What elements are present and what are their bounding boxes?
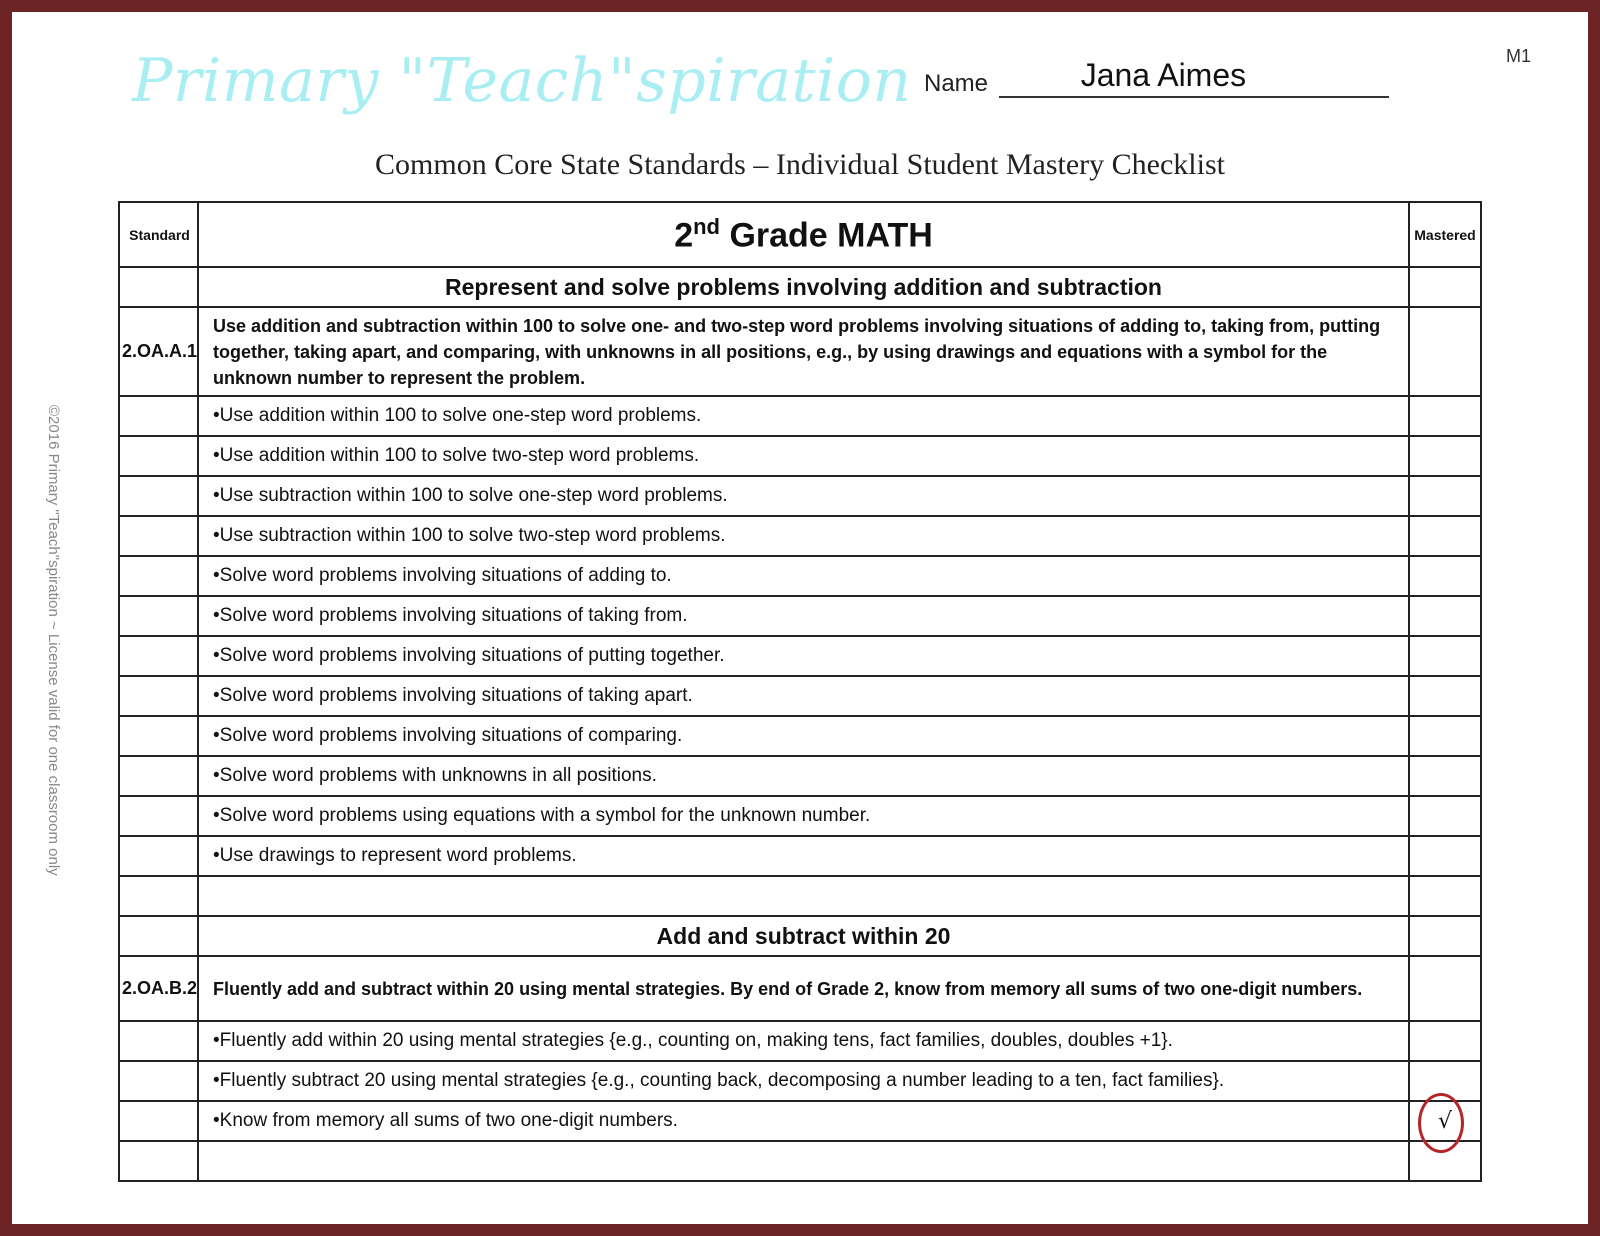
skill-item: •Solve word problems involving situations of putting together. <box>198 636 1409 676</box>
name-field <box>924 57 1389 98</box>
cluster-row <box>119 267 1481 307</box>
mastered-cell[interactable] <box>1409 796 1481 836</box>
mastered-cell[interactable] <box>1409 267 1481 307</box>
table-row <box>119 396 1481 436</box>
mastered-cell[interactable] <box>1409 596 1481 636</box>
checklist-page <box>12 12 1588 1224</box>
mastered-cell[interactable] <box>1409 1101 1481 1141</box>
cluster-title: Add and subtract within 20 <box>198 916 1409 956</box>
cluster-row <box>119 916 1481 956</box>
mastered-column-header: Mastered <box>1409 202 1481 267</box>
table-row <box>119 716 1481 756</box>
mastered-cell[interactable] <box>1409 476 1481 516</box>
table-row <box>119 796 1481 836</box>
skill-item: •Use subtraction within 100 to solve two-step word problems. <box>198 516 1409 556</box>
mastered-cell[interactable] <box>1409 876 1481 916</box>
mastery-table <box>118 201 1482 1182</box>
table-header-row <box>119 202 1481 267</box>
skill-item: •Solve word problems involving situations of adding to. <box>198 556 1409 596</box>
blank-row <box>119 1141 1481 1181</box>
standard-code: 2.OA.A.1 <box>119 307 198 396</box>
grade-subject: Grade MATH <box>720 216 933 255</box>
table-row <box>119 516 1481 556</box>
skill-item: •Solve word problems involving situations of comparing. <box>198 716 1409 756</box>
table-row <box>119 1061 1481 1101</box>
skill-item: •Fluently subtract 20 using mental strategies {e.g., counting back, decomposing a number leading to a ten, fact families}. <box>198 1061 1409 1101</box>
grade-title <box>198 202 1409 267</box>
table-row <box>119 476 1481 516</box>
name-label: Name <box>924 70 989 97</box>
table-row <box>119 556 1481 596</box>
table-row <box>119 836 1481 876</box>
skill-item: •Fluently add within 20 using mental strategies {e.g., counting on, making tens, fact families, doubles, doubles +1}. <box>198 1021 1409 1061</box>
mastered-cell[interactable] <box>1409 516 1481 556</box>
mastered-cell[interactable] <box>1409 1021 1481 1061</box>
copyright-notice: ©2016 Primary "Teach"spiration ~ License valid for one classroom only <box>45 405 62 876</box>
standard-description: Fluently add and subtract within 20 using mental strategies. By end of Grade 2, know from memory all sums of two one-digit numbers. <box>198 956 1409 1021</box>
standard-row <box>119 956 1481 1021</box>
grade-number: 2 <box>674 216 694 255</box>
skill-item: •Know from memory all sums of two one-digit numbers. <box>198 1101 1409 1141</box>
skill-item: •Solve word problems using equations with a symbol for the unknown number. <box>198 796 1409 836</box>
standard-column-header: Standard <box>119 202 198 267</box>
standard-code: 2.OA.B.2 <box>119 956 198 1021</box>
mastered-cell[interactable] <box>1409 307 1481 396</box>
mastered-cell[interactable] <box>1409 956 1481 1021</box>
mastered-cell[interactable] <box>1409 556 1481 596</box>
cluster-title: Represent and solve problems involving addition and subtraction <box>198 267 1409 307</box>
table-row <box>119 1021 1481 1061</box>
student-name: Jana Aimes <box>1080 57 1247 93</box>
name-line <box>999 57 1389 98</box>
skill-item: •Solve word problems with unknowns in all positions. <box>198 756 1409 796</box>
skill-item: •Use drawings to represent word problems. <box>198 836 1409 876</box>
grade-suffix: nd <box>693 213 720 239</box>
page-title: Common Core State Standards – Individual Student Mastery Checklist <box>375 148 1225 181</box>
mastered-cell[interactable] <box>1409 676 1481 716</box>
table-row <box>119 596 1481 636</box>
mastered-cell[interactable] <box>1409 836 1481 876</box>
table-row <box>119 636 1481 676</box>
skill-item: •Use addition within 100 to solve one-step word problems. <box>198 396 1409 436</box>
mastered-cell[interactable] <box>1409 636 1481 676</box>
skill-item: •Solve word problems involving situations of taking apart. <box>198 676 1409 716</box>
skill-item: •Use subtraction within 100 to solve one-step word problems. <box>198 476 1409 516</box>
standard-row <box>119 307 1481 396</box>
table-row <box>119 436 1481 476</box>
skill-item: •Solve word problems involving situations of taking from. <box>198 596 1409 636</box>
mastered-cell[interactable] <box>1409 396 1481 436</box>
page-id: M1 <box>1506 46 1532 66</box>
mastered-cell[interactable] <box>1409 716 1481 756</box>
skill-item: •Use addition within 100 to solve two-step word problems. <box>198 436 1409 476</box>
mastered-cell[interactable] <box>1409 916 1481 956</box>
checkmark-icon: √ <box>1437 1108 1453 1134</box>
blank-row <box>119 876 1481 916</box>
mastered-cell[interactable] <box>1409 436 1481 476</box>
mastered-cell[interactable] <box>1409 756 1481 796</box>
table-row <box>119 1101 1481 1141</box>
standard-description: Use addition and subtraction within 100 to solve one- and two-step word problems involving situations of adding to, taking from, putting together, taking apart, and comparing, with unknowns in all positions, e.g., by using drawings and equations with a symbol for the unknown number to represent the problem. <box>198 307 1409 396</box>
brand-logo: Primary "Teach"spiration <box>132 46 912 116</box>
table-row <box>119 676 1481 716</box>
table-row <box>119 756 1481 796</box>
